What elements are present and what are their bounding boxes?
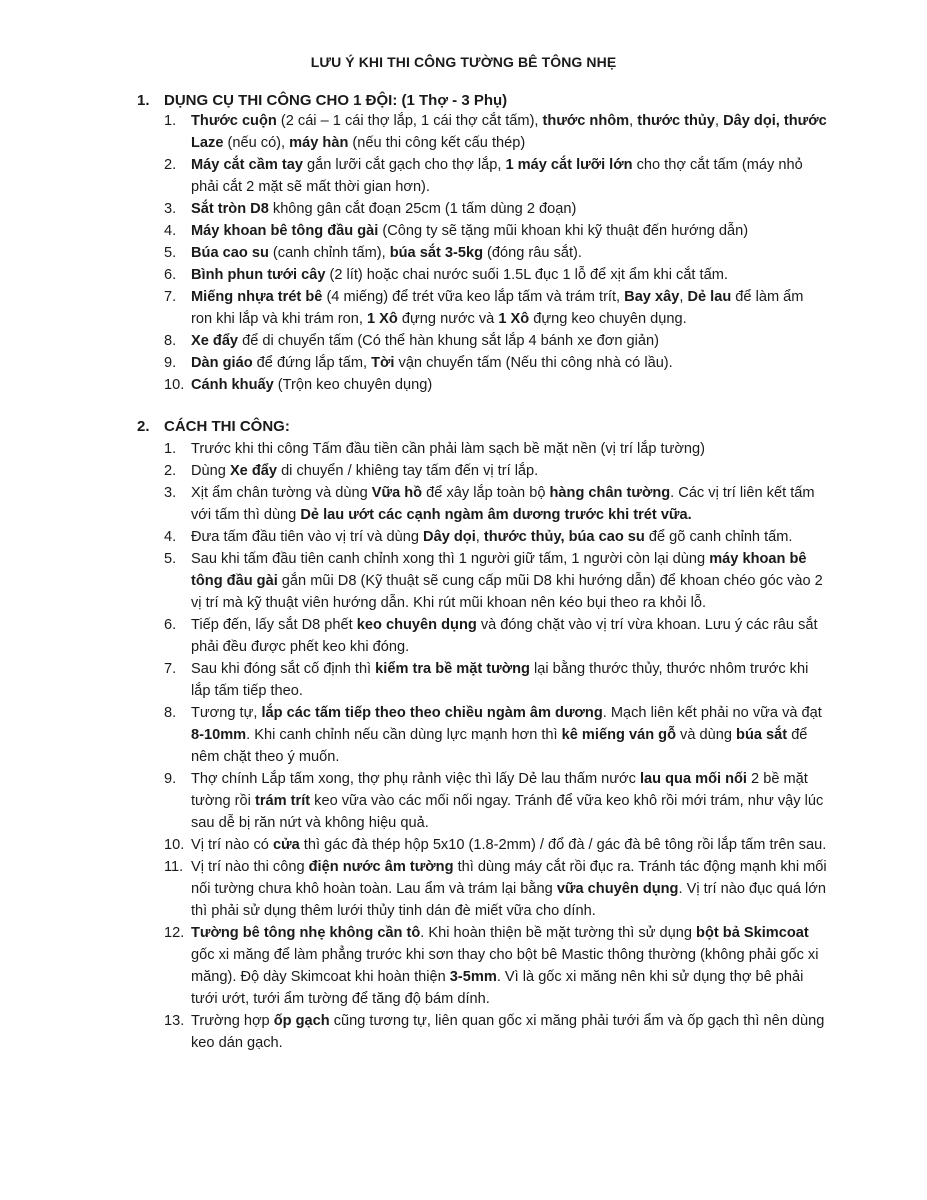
item-text: Miếng nhựa trét bê (4 miếng) để trét vữa keo lắp tấm và trám trít, Bay xây, Dẻ lau để làm ẩm ron khi lắp và khi trám ron, 1 Xô đựng nước và 1 Xô đựng keo chuyên dụng. — [191, 289, 804, 327]
item-text: Tiếp đến, lấy sắt D8 phết keo chuyên dụng và đóng chặt vào vị trí vừa khoan. Lưu ý các râu sắt phải đều được phết keo khi đóng. — [191, 617, 818, 655]
item-number: 5. — [164, 551, 177, 567]
item-text: Dàn giáo để đứng lắp tấm, Tời vận chuyển tấm (Nếu thi công nhà có lầu). — [191, 355, 673, 371]
step-item — [0, 526, 927, 548]
tool-item — [0, 242, 927, 264]
item-text: Máy cắt cầm tay gắn lưỡi cắt gạch cho thợ lắp, 1 máy cắt lưỡi lớn cho thợ cắt tấm (máy nhỏ phải cắt 2 mặt sẽ mất thời gian hơn). — [191, 157, 803, 195]
item-text: Xe đẩy để di chuyển tấm (Có thể hàn khung sắt lắp 4 bánh xe đơn giản) — [191, 333, 659, 349]
step-item — [0, 658, 927, 702]
item-number: 2. — [164, 463, 177, 479]
section-title: DỤNG CỤ THI CÔNG CHO 1 ĐỘI: (1 Thợ - 3 Phụ) — [164, 92, 508, 109]
item-text: Tường bê tông nhẹ không cần tô. Khi hoàn thiện bề mặt tường thì sử dụng bột bả Skimcoat gốc xi măng để làm phẳng trước khi sơn thay cho bột bê Mastic thông thường (không phải gốc xi măng). Độ dày Skimcoat khi hoàn thiện 3-5mm. Vì là gốc xi măng nên khi sử dụng thợ bê phải tưới ướt, tưới ẩm tường để tăng độ bám dính. — [191, 925, 819, 1007]
step-item — [0, 856, 927, 922]
tool-item — [0, 352, 927, 374]
tool-item — [0, 374, 927, 396]
tool-list — [0, 110, 927, 396]
item-number: 1. — [164, 113, 177, 129]
step-item — [0, 922, 927, 1010]
item-number: 8. — [164, 705, 177, 721]
section-heading — [137, 418, 290, 435]
step-item — [0, 614, 927, 658]
step-item — [0, 768, 927, 834]
item-number: 9. — [164, 355, 177, 371]
tool-item — [0, 110, 927, 154]
item-text: Trường hợp ốp gạch cũng tương tự, liên quan gốc xi măng phải tưới ẩm và ốp gạch thì nên dùng keo dán gạch. — [191, 1013, 825, 1051]
item-text: Đưa tấm đầu tiên vào vị trí và dùng Dây dọi, thước thủy, búa cao su để gõ canh chỉnh tấm. — [191, 529, 793, 545]
item-number: 10. — [164, 377, 185, 393]
step-item — [0, 1010, 927, 1054]
item-text: Dùng Xe đẩy di chuyển / khiêng tay tấm đến vị trí lắp. — [191, 463, 539, 479]
item-text: Máy khoan bê tông đầu gài (Công ty sẽ tặng mũi khoan khi kỹ thuật đến hướng dẫn) — [191, 223, 749, 239]
section-title: CÁCH THI CÔNG: — [164, 418, 290, 435]
tool-item — [0, 198, 927, 220]
item-number: 4. — [164, 223, 177, 239]
item-text: Sắt tròn D8 không gân cắt đoạn 25cm (1 tấm dùng 2 đoạn) — [191, 201, 577, 217]
item-number: 3. — [164, 201, 177, 217]
item-number: 11. — [164, 859, 184, 875]
item-number: 6. — [164, 617, 177, 633]
item-text: Búa cao su (canh chỉnh tấm), búa sắt 3-5kg (đóng râu sắt). — [191, 245, 582, 261]
tool-item — [0, 220, 927, 242]
tool-item — [0, 330, 927, 352]
step-item — [0, 702, 927, 768]
step-list — [0, 438, 927, 1054]
item-text: Thợ chính Lắp tấm xong, thợ phụ rảnh việc thì lấy Dẻ lau thấm nước lau qua mối nối 2 bề mặt tường rồi trám trít keo vữa vào các mối nối ngay. Tránh để vữa keo khô rồi mới trám, như vậy lúc sau dễ bị răn nứt và không hiệu quả. — [191, 771, 824, 831]
item-text: Bình phun tưới cây (2 lít) hoặc chai nước suối 1.5L đục 1 lỗ để xịt ẩm khi cắt tấm. — [191, 267, 728, 283]
section-number: 2. — [137, 418, 150, 435]
section-heading — [137, 92, 507, 109]
item-number: 13. — [164, 1013, 185, 1029]
item-text: Trước khi thi công Tấm đầu tiền cần phải làm sạch bề mặt nền (vị trí lắp tường) — [191, 441, 706, 457]
step-item — [0, 548, 927, 614]
item-text: Xịt ẩm chân tường và dùng Vữa hồ để xây lắp toàn bộ hàng chân tường. Các vị trí liên kết tấm với tấm thì dùng Dẻ lau ướt các cạnh ngàm âm dương trước khi trét vữa. — [191, 485, 815, 523]
item-text: Vị trí nào có cửa thì gác đà thép hộp 5x10 (1.8-2mm) / đổ đà / gác đà bê tông rồi lắp tấm trên sau. — [191, 837, 827, 853]
item-number: 9. — [164, 771, 177, 787]
tool-item — [0, 154, 927, 198]
item-text: Cánh khuấy (Trộn keo chuyên dụng) — [191, 377, 433, 393]
step-item — [0, 460, 927, 482]
item-number: 7. — [164, 661, 177, 677]
item-number: 1. — [164, 441, 177, 457]
step-item — [0, 482, 927, 526]
item-number: 12. — [164, 925, 185, 941]
item-number: 4. — [164, 529, 177, 545]
item-text: Tương tự, lắp các tấm tiếp theo theo chiều ngàm âm dương. Mạch liên kết phải no vữa và đạt 8-10mm. Khi canh chỉnh nếu cần dùng lực mạnh hơn thì kê miếng ván gỗ và dùng búa sắt để nêm chặt theo ý muốn. — [191, 705, 822, 765]
item-number: 8. — [164, 333, 177, 349]
item-number: 2. — [164, 157, 177, 173]
item-number: 7. — [164, 289, 177, 305]
step-item — [0, 834, 927, 856]
item-number: 6. — [164, 267, 177, 283]
section-number: 1. — [137, 92, 150, 109]
item-text: Sau khi tấm đầu tiên canh chỉnh xong thì 1 người giữ tấm, 1 người còn lại dùng máy khoan bê tông đầu gài gắn mũi D8 (Kỹ thuật sẽ cung cấp mũi D8 khi hướng dẫn) để khoan chéo góc vào 2 vị trí mà kỹ thuật viên hướng dẫn. Khi rút mũi khoan nên kéo bụi theo ra khỏi lỗ. — [191, 551, 823, 611]
item-number: 10. — [164, 837, 185, 853]
tool-item — [0, 286, 927, 330]
tool-item — [0, 264, 927, 286]
page-title: LƯU Ý KHI THI CÔNG TƯỜNG BÊ TÔNG NHẸ — [310, 54, 617, 70]
item-number: 3. — [164, 485, 177, 501]
item-text: Vị trí nào thi công điện nước âm tường thì dùng máy cắt rồi đục ra. Tránh tác động mạnh khi mối nối tường chưa khô hoàn toàn. Lau ẩm và trám lại bằng vữa chuyên dụng. Vị trí nào đục quá lớn thì phải sử dụng thêm lưới thủy tinh dán đè miết vữa cho dính. — [191, 859, 827, 919]
item-text: Thước cuộn (2 cái – 1 cái thợ lắp, 1 cái thợ cắt tấm), thước nhôm, thước thủy, Dây dọi, thước Laze (nếu có), máy hàn (nếu thi công kết cấu thép) — [191, 113, 827, 151]
step-item — [0, 438, 927, 460]
item-number: 5. — [164, 245, 177, 261]
item-text: Sau khi đóng sắt cố định thì kiểm tra bề mặt tường lại bằng thước thủy, thước nhôm trước khi lắp tấm tiếp theo. — [191, 661, 809, 699]
